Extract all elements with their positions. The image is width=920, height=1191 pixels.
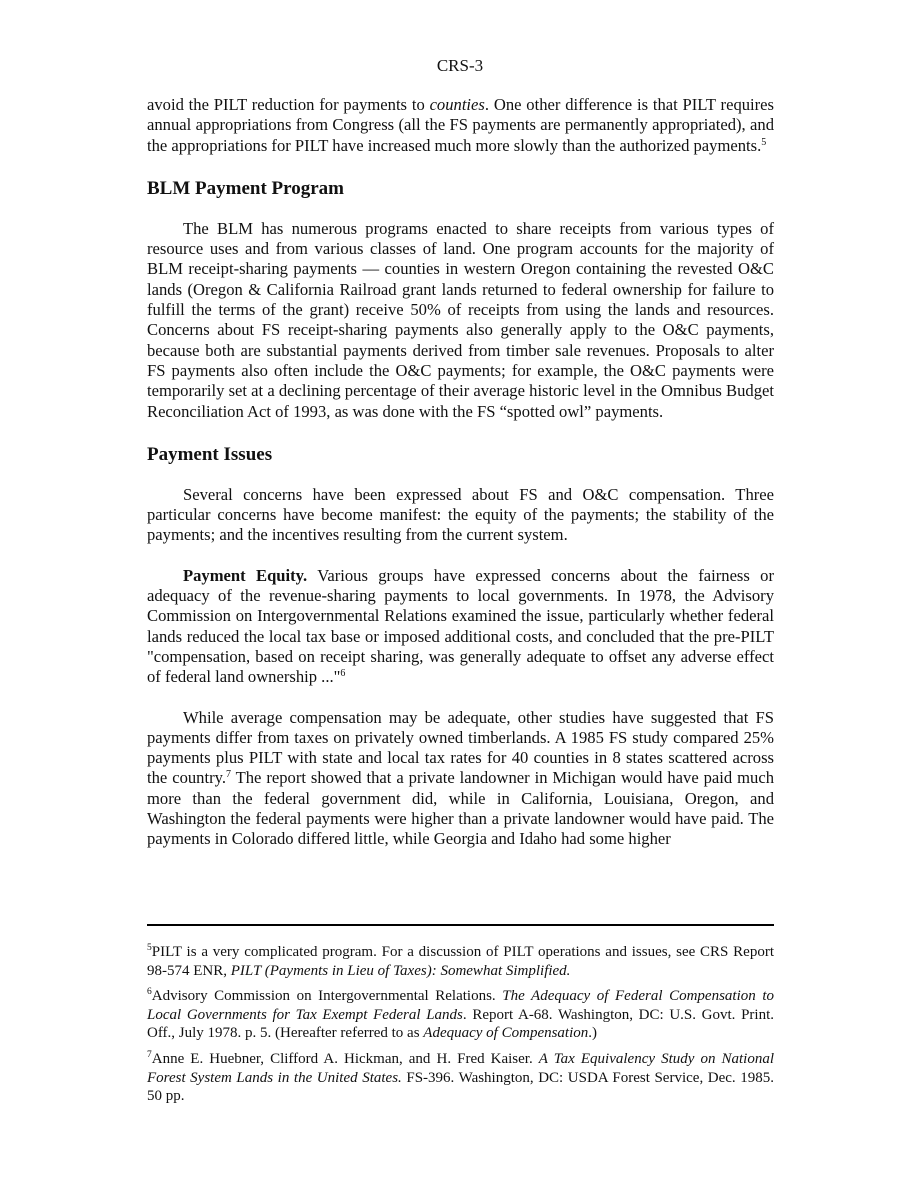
para-text: While average compensation may be adequate, other studies have suggested that FS payments differ from taxes on privately owned timberlands. A 1985 FS study compared 25% payments plus PILT with state and local tax rates for 40 counties in 8 states scattered across the country.	[147, 707, 774, 788]
footnote-text: .)	[588, 1025, 598, 1042]
footnote-title: PILT (Payments in Lieu of Taxes): Somewhat Simplified.	[230, 962, 571, 979]
footnote-text: FS-396. Washington, DC: USDA Forest Service, Dec. 1985. 50 pp.	[147, 1069, 774, 1105]
average-compensation-paragraph	[147, 708, 774, 850]
section-heading-payment-issues: Payment Issues	[147, 443, 273, 465]
footnote-text: PILT is a very complicated program. For a discussion of PILT operations and issues, see CRS Report 98-574 ENR,	[147, 944, 774, 979]
footnote-7	[147, 1050, 774, 1106]
section-heading-blm: BLM Payment Program	[147, 177, 344, 199]
footnotes-section	[147, 943, 774, 1113]
footnote-ref-6[interactable]: 6	[340, 668, 346, 680]
footnote-ref-7[interactable]: 7	[225, 769, 231, 781]
para-text: Various groups have expressed concerns about the fairness or adequacy of the revenue-sharing payments to local governments. In 1978, the Advisory Commission on Intergovernmental Relations examined the issue, particularly whether federal lands reduced the local tax base or imposed additional costs, and concluded that the pre-PILT "compensation, based on receipt sharing, was generally adequate to offset any adverse effect of federal land ownership ..."	[147, 565, 774, 687]
page-number-header: CRS-3	[436, 56, 484, 75]
footnote-6	[147, 987, 774, 1043]
blm-paragraph: The BLM has numerous programs enacted to share receipts from various types of resource uses and from various classes of land. One program accounts for the majority of BLM receipt-sharing payments — counties in western Oregon containing the revested O&C lands (Oregon & California Railroad grant lands returned to federal ownership for failure to fulfill the terms of the grant) receive 50% of receipts from using the lands and resources. Concerns about FS receipt-sharing payments also generally apply to the O&C payments, because both are substantial payments derived from timber sale revenues. Proposals to alter FS payments also often include the O&C payments; for example, the O&C payments were temporarily set at a declining percentage of their average historic level in the Omnibus Budget Reconciliation Act of 1993, as was done with the FS “spotted owl” payments.	[147, 218, 774, 421]
footnote-text: Advisory Commission on Intergovernmental Relations.	[151, 988, 503, 1005]
issues-intro-paragraph: Several concerns have been expressed about FS and O&C compensation. Three particular concerns have become manifest: the equity of the payments; the stability of the payments; and the incentives resulting from the current system.	[147, 484, 774, 545]
payment-equity-paragraph	[147, 566, 774, 688]
main-body	[147, 95, 774, 850]
footnote-5	[147, 943, 774, 980]
footnote-title: The Adequacy of Federal Compensation to Local Governments for Tax Exempt Federal Lands	[147, 988, 774, 1023]
footnote-number: 7	[147, 1049, 152, 1060]
intro-paragraph	[147, 95, 774, 156]
footnote-text: Anne E. Huebner, Clifford A. Hickman, and H. Fred Kaiser.	[151, 1050, 539, 1067]
footnote-divider	[147, 924, 774, 926]
footnote-short-title: Adequacy of Compensation	[423, 1025, 589, 1042]
para-text: . One other difference is that PILT requires annual appropriations from Congress (all the FS payments are permanently appropriated), and the appropriations for PILT have increased much more slowly than the authorized payments.	[147, 95, 774, 155]
subsection-heading-payment-equity: Payment Equity.	[183, 565, 308, 585]
footnote-ref-5[interactable]: 5	[761, 136, 767, 148]
para-text: avoid the PILT reduction for payments to	[147, 95, 430, 114]
footnote-title: A Tax Equivalency Study on National Forest System Lands in the United States.	[147, 1050, 774, 1086]
footnote-text: . Report A-68. Washington, DC: U.S. Govt. Print. Off., July 1978. p. 5. (Hereafter referred to as	[147, 1006, 774, 1042]
footnote-number: 5	[147, 943, 152, 953]
para-italic: counties	[429, 95, 485, 114]
para-text: The report showed that a private landowner in Michigan would have paid much more than the federal government did, while in California, Louisiana, Oregon, and Washington the federal payments were higher than a private landowner would have paid. The payments in Colorado differed little, while Georgia and Idaho had some higher	[147, 768, 774, 849]
footnote-number: 6	[147, 987, 152, 998]
